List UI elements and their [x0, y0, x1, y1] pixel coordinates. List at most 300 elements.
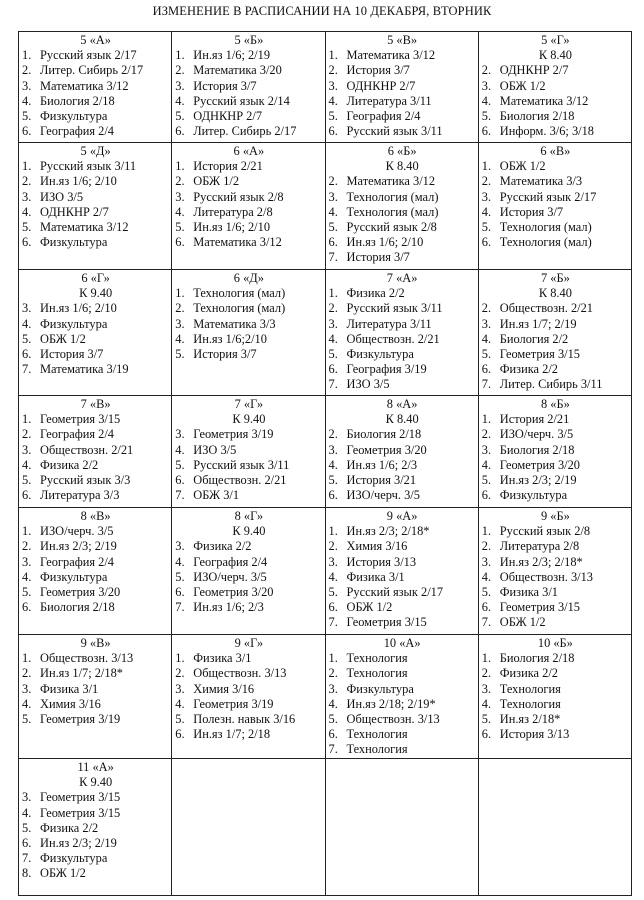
lesson-subject: Литература 3/3: [40, 488, 120, 503]
lesson-item: [22, 488, 169, 503]
lesson-number: 2.: [22, 666, 32, 681]
lesson-item: [482, 651, 629, 666]
lesson-number: 2.: [328, 539, 338, 554]
lesson-subject: ОДНКНР 2/7: [193, 109, 263, 124]
lesson-item: [482, 79, 629, 94]
lesson-number: 2.: [328, 666, 338, 681]
lesson-subject: ОБЖ 1/2: [499, 159, 546, 174]
lesson-number: 6.: [481, 488, 492, 503]
lesson-number: 1.: [22, 412, 32, 427]
lesson-item: [482, 524, 629, 539]
lesson-subject: Литература 3/11: [346, 316, 432, 331]
lesson-number: 6.: [328, 488, 338, 503]
lesson-item: [175, 124, 322, 139]
class-cell: [172, 143, 325, 270]
lesson-item: [22, 362, 169, 377]
lesson-subject: Технология (мал): [193, 301, 286, 316]
lesson-item: [175, 235, 322, 250]
lesson-number: 5.: [328, 109, 338, 124]
lesson-number: 6.: [22, 124, 32, 139]
lesson-subject: Литер. Сибирь 2/17: [40, 63, 144, 78]
lesson-subject: Литер. Сибирь 2/17: [193, 124, 297, 139]
class-cell: [172, 32, 325, 143]
lesson-item: [482, 615, 629, 630]
lesson-number: 5.: [481, 473, 492, 488]
lesson-number: 3.: [481, 442, 492, 457]
lesson-subject: ИЗО/черч. 3/5: [346, 488, 420, 503]
lesson-number: 1.: [481, 524, 492, 539]
lesson-subject: Технология (мал): [193, 286, 286, 301]
lesson-item: [22, 570, 169, 585]
lesson-subject: История 3/21: [346, 473, 417, 488]
lesson-item: [175, 347, 322, 362]
lesson-item: [175, 220, 322, 235]
lesson-item: [482, 63, 629, 78]
lesson-number: 4.: [22, 93, 32, 108]
lesson-subject: Ин.яз 1/6; 2/3: [346, 457, 418, 472]
lesson-subject: Русский язык 3/3: [40, 473, 131, 488]
lesson-subject: История 3/7: [40, 347, 104, 362]
lesson-subject: Математика 3/12: [346, 48, 436, 63]
lesson-number: 4.: [481, 569, 492, 584]
lesson-subject: Биология 2/18: [499, 651, 575, 666]
lesson-number: 1.: [328, 524, 338, 539]
lesson-number: 3.: [22, 681, 32, 696]
lesson-subject: ОДНКНР 2/7: [346, 78, 416, 93]
lesson-item: [175, 458, 322, 473]
lesson-item: [22, 539, 169, 554]
class-cell: [325, 143, 478, 270]
lesson-subject: Геометрия 3/15: [499, 347, 580, 362]
schedule-row: [19, 396, 632, 508]
class-cell: [325, 396, 478, 508]
page-title: ИЗМЕНЕНИЕ В РАСПИСАНИИ НА 10 ДЕКАБРЯ, ВТОРНИК: [152, 4, 492, 18]
lesson-subject: Геометрия 3/20: [193, 585, 274, 600]
lesson-item: [482, 301, 629, 316]
lesson-number: 3.: [328, 189, 338, 204]
start-time-note: К 9.40: [232, 524, 266, 539]
lesson-subject: ИЗО 3/5: [40, 189, 84, 204]
class-name: 6 «А»: [233, 144, 265, 158]
class-cell: [325, 635, 478, 759]
lesson-number: 5.: [175, 457, 185, 472]
class-cell: [325, 270, 478, 396]
lesson-number: 3.: [481, 78, 492, 93]
lesson-number: 2.: [22, 539, 32, 554]
lesson-number: 4.: [481, 204, 492, 219]
lesson-subject: Химия 3/16: [346, 539, 408, 554]
class-name: 11 «А»: [77, 760, 114, 774]
lesson-number: 7.: [175, 600, 185, 615]
lesson-number: 4.: [22, 805, 32, 820]
class-name: 8 «А»: [386, 397, 418, 411]
lesson-item: [175, 109, 322, 124]
lesson-subject: Информ. 3/6; 3/18: [499, 124, 594, 139]
lesson-number: 6.: [328, 362, 338, 377]
lesson-item: [175, 666, 322, 681]
lesson-item: [22, 666, 169, 681]
lesson-number: 4.: [328, 331, 338, 346]
lesson-number: 5.: [481, 585, 492, 600]
lesson-number: 6.: [22, 347, 32, 362]
lesson-number: 4.: [22, 316, 32, 331]
lesson-number: 5.: [22, 820, 32, 835]
lesson-number: 3.: [22, 790, 32, 805]
class-cell: [478, 635, 631, 759]
lesson-number: 6.: [481, 600, 492, 615]
lesson-subject: Физика 2/2: [499, 362, 558, 377]
lesson-number: 5.: [481, 712, 492, 727]
class-cell: [325, 32, 478, 143]
lesson-number: 3.: [481, 189, 492, 204]
lesson-subject: Русский язык 3/11: [346, 301, 443, 316]
lesson-item: [482, 347, 629, 362]
lesson-subject: ИЗО 3/5: [193, 442, 237, 457]
lesson-item: [482, 666, 629, 681]
lesson-subject: ОБЖ 1/2: [499, 615, 546, 630]
lesson-number: 5.: [22, 220, 32, 235]
lesson-subject: Физика 3/1: [346, 569, 405, 584]
lesson-number: 3.: [328, 681, 338, 696]
lesson-subject: География 2/4: [40, 554, 114, 569]
lesson-subject: Физкультура: [40, 569, 108, 584]
lesson-subject: Геометрия 3/15: [499, 600, 580, 615]
lesson-number: 1.: [175, 159, 185, 174]
lesson-subject: Химия 3/16: [40, 696, 101, 711]
lesson-subject: ОБЖ 3/1: [193, 488, 240, 503]
lesson-subject: Ин.яз 1/6;2/10: [193, 331, 267, 346]
empty-cell: [478, 759, 631, 896]
lesson-item: [329, 473, 476, 488]
lesson-number: 6.: [481, 235, 492, 250]
lesson-number: 6.: [22, 836, 32, 851]
lesson-item: [22, 458, 169, 473]
lesson-number: 1.: [481, 159, 492, 174]
lesson-subject: ОБЖ 1/2: [40, 331, 86, 346]
lesson-subject: Геометрия 3/19: [193, 427, 274, 442]
lesson-number: 3.: [175, 539, 185, 554]
lesson-subject: Литература 2/8: [499, 539, 580, 554]
class-name: 6 «В»: [540, 144, 571, 158]
lesson-item: [175, 174, 322, 189]
lesson-number: 7.: [22, 362, 32, 377]
lesson-item: [482, 109, 629, 124]
lesson-subject: Ин.яз 1/6; 2/10: [193, 220, 271, 235]
lesson-item: [329, 174, 476, 189]
lesson-subject: География 3/19: [346, 362, 427, 377]
lesson-number: 3.: [328, 554, 338, 569]
lesson-number: 4.: [481, 331, 492, 346]
class-name: 5 «Д»: [80, 144, 111, 158]
lesson-item: [22, 836, 169, 851]
lesson-subject: ОБЖ 1/2: [193, 174, 240, 189]
lesson-item: [482, 190, 629, 205]
class-name: 7 «А»: [386, 271, 418, 285]
lesson-subject: Обществозн. 3/13: [40, 651, 134, 666]
lesson-item: [175, 205, 322, 220]
lesson-number: 5.: [175, 220, 185, 235]
lesson-number: 4.: [175, 442, 185, 457]
lesson-subject: Технология: [346, 727, 408, 742]
lesson-number: 4.: [175, 554, 185, 569]
lesson-item: [482, 317, 629, 332]
lesson-subject: География 2/4: [193, 554, 268, 569]
lesson-number: 1.: [328, 286, 338, 301]
lesson-number: 5.: [328, 473, 338, 488]
lesson-number: 5.: [175, 712, 185, 727]
lesson-item: [329, 697, 476, 712]
lesson-number: 2.: [481, 666, 492, 681]
lesson-number: 5.: [175, 109, 185, 124]
lesson-item: [482, 555, 629, 570]
lesson-subject: Ин.яз 1/7; 2/18*: [40, 666, 123, 681]
lesson-subject: ИЗО/черч. 3/5: [499, 427, 574, 442]
lesson-number: 8.: [22, 866, 32, 881]
lesson-subject: Технология: [499, 696, 561, 711]
lesson-subject: Обществозн. 2/21: [193, 473, 287, 488]
lesson-number: 6.: [328, 600, 338, 615]
lesson-item: [22, 851, 169, 866]
lesson-item: [329, 524, 476, 539]
lesson-number: 4.: [328, 696, 338, 711]
empty-cell: [325, 759, 478, 896]
lesson-number: 3.: [175, 316, 185, 331]
lesson-number: 3.: [481, 554, 492, 569]
lesson-number: 4.: [481, 457, 492, 472]
lesson-subject: Математика 3/12: [499, 93, 589, 108]
lesson-subject: География 2/4: [40, 427, 114, 442]
lesson-item: [175, 682, 322, 697]
lesson-subject: Физика 3/1: [193, 651, 252, 666]
lesson-item: [175, 94, 322, 109]
lesson-subject: Технология: [346, 666, 408, 681]
lesson-item: [22, 585, 169, 600]
lesson-item: [22, 697, 169, 712]
lesson-item: [482, 94, 629, 109]
lesson-subject: Русский язык 2/8: [346, 220, 437, 235]
lesson-subject: Русский язык 2/17: [499, 189, 597, 204]
lesson-number: 6.: [481, 362, 492, 377]
lesson-number: 5.: [481, 347, 492, 362]
lesson-subject: Математика 3/12: [40, 78, 129, 93]
lesson-item: [22, 205, 169, 220]
lesson-number: 3.: [328, 316, 338, 331]
lesson-item: [329, 742, 476, 757]
lesson-item: [329, 615, 476, 630]
lesson-number: 5.: [328, 220, 338, 235]
lesson-item: [22, 524, 169, 539]
lesson-subject: Русский язык 2/17: [346, 585, 444, 600]
lesson-subject: Математика 3/12: [193, 235, 282, 250]
lesson-item: [329, 427, 476, 442]
lesson-number: 7.: [175, 488, 185, 503]
lesson-number: 1.: [22, 159, 32, 174]
lesson-subject: Обществозн. 2/21: [499, 301, 593, 316]
class-name: 7 «Г»: [234, 397, 264, 411]
lesson-item: [22, 174, 169, 189]
lesson-number: 6.: [481, 727, 492, 742]
schedule-row: [19, 508, 632, 635]
lesson-item: [482, 427, 629, 442]
lesson-subject: История 3/7: [346, 63, 410, 78]
lesson-subject: Обществозн. 3/13: [346, 712, 440, 727]
lesson-number: 4.: [175, 204, 185, 219]
lesson-item: [22, 866, 169, 881]
lesson-number: 5.: [481, 220, 492, 235]
lesson-item: [175, 317, 322, 332]
class-cell: [172, 635, 325, 759]
class-cell: [19, 508, 172, 635]
lesson-item: [22, 473, 169, 488]
lesson-subject: Химия 3/16: [193, 681, 255, 696]
lesson-number: 4.: [175, 696, 185, 711]
lesson-item: [175, 585, 322, 600]
lesson-item: [22, 190, 169, 205]
class-cell: [172, 508, 325, 635]
lesson-item: [175, 488, 322, 503]
lesson-subject: Математика 3/3: [193, 316, 276, 331]
lesson-number: 6.: [328, 235, 338, 250]
lesson-subject: Математика 3/3: [499, 174, 583, 189]
lesson-subject: Физика 2/2: [40, 820, 99, 835]
lesson-item: [329, 458, 476, 473]
lesson-item: [22, 790, 169, 805]
lesson-subject: Русский язык 3/11: [346, 124, 443, 139]
lesson-subject: ИЗО/черч. 3/5: [40, 524, 114, 539]
lesson-subject: География 2/4: [40, 124, 114, 139]
lesson-subject: Полезн. навык 3/16: [193, 712, 296, 727]
lesson-subject: Физкультура: [40, 235, 108, 250]
lesson-number: 5.: [22, 712, 32, 727]
lesson-number: 5.: [328, 712, 338, 727]
lesson-number: 6.: [175, 124, 185, 139]
lesson-item: [175, 63, 322, 78]
lesson-item: [22, 235, 169, 250]
class-name: 8 «Б»: [540, 397, 570, 411]
class-name: 6 «Б»: [387, 144, 417, 158]
start-time-note: К 9.40: [79, 286, 113, 301]
lesson-subject: Геометрия 3/20: [40, 585, 121, 600]
lesson-number: 3.: [22, 554, 32, 569]
lesson-number: 2.: [328, 427, 338, 442]
lesson-number: 3.: [22, 189, 32, 204]
lesson-subject: История 2/21: [193, 159, 263, 174]
lesson-subject: Физкультура: [346, 681, 414, 696]
lesson-subject: Геометрия 3/15: [40, 805, 121, 820]
lesson-number: 7.: [481, 615, 492, 630]
lesson-item: [175, 190, 322, 205]
lesson-item: [482, 412, 629, 427]
lesson-item: [175, 727, 322, 742]
lesson-subject: Русский язык 2/8: [499, 524, 591, 539]
lesson-item: [329, 666, 476, 681]
lesson-subject: История 3/7: [346, 250, 410, 265]
lesson-item: [482, 488, 629, 503]
lesson-item: [22, 332, 169, 347]
lesson-subject: Физкультура: [346, 347, 414, 362]
lesson-number: 6.: [328, 727, 338, 742]
lesson-subject: Технология: [346, 742, 408, 757]
lesson-item: [22, 600, 169, 615]
lesson-subject: Геометрия 3/20: [499, 457, 580, 472]
lesson-number: 4.: [175, 331, 185, 346]
schedule-row: [19, 635, 632, 759]
lesson-subject: Русский язык 3/11: [40, 159, 137, 174]
lesson-number: 5.: [22, 585, 32, 600]
lesson-number: 2.: [481, 427, 492, 442]
lesson-subject: Математика 3/12: [40, 220, 129, 235]
lesson-item: [482, 159, 629, 174]
schedule-table: [18, 31, 632, 896]
class-cell: [19, 396, 172, 508]
lesson-item: [22, 63, 169, 78]
class-name: 5 «Г»: [541, 33, 570, 47]
lesson-subject: Русский язык 2/14: [193, 93, 290, 108]
lesson-item: [22, 109, 169, 124]
lesson-item: [329, 727, 476, 742]
lesson-item: [175, 301, 322, 316]
lesson-subject: Геометрия 3/19: [40, 712, 121, 727]
lesson-number: 5.: [22, 473, 32, 488]
lesson-number: 4.: [481, 696, 492, 711]
class-cell: [19, 635, 172, 759]
class-name: 6 «Д»: [233, 271, 264, 285]
lesson-number: 2.: [328, 174, 338, 189]
lesson-item: [482, 539, 629, 554]
class-cell: [478, 32, 631, 143]
class-name: 10 «Б»: [537, 636, 573, 650]
lesson-number: 1.: [22, 651, 32, 666]
lesson-item: [329, 585, 476, 600]
lesson-number: 2.: [22, 427, 32, 442]
lesson-number: 6.: [328, 124, 338, 139]
lesson-subject: Ин.яз 1/6; 2/10: [346, 235, 424, 250]
lesson-item: [175, 600, 322, 615]
schedule-row: [19, 143, 632, 270]
lesson-item: [22, 821, 169, 836]
class-cell: [172, 396, 325, 508]
lesson-item: [175, 473, 322, 488]
class-name: 9 «В»: [80, 636, 111, 650]
lesson-item: [329, 220, 476, 235]
lesson-subject: ОБЖ 1/2: [499, 78, 546, 93]
lesson-item: [482, 458, 629, 473]
lesson-item: [22, 443, 169, 458]
lesson-item: [175, 712, 322, 727]
class-cell: [19, 32, 172, 143]
lesson-number: 2.: [175, 63, 185, 78]
lesson-number: 3.: [175, 681, 185, 696]
lesson-item: [175, 48, 322, 63]
lesson-subject: ИЗО 3/5: [346, 377, 390, 392]
lesson-number: 3.: [328, 442, 338, 457]
lesson-subject: Технология (мал): [499, 220, 592, 235]
lesson-number: 1.: [481, 651, 492, 666]
lesson-subject: История 3/7: [193, 78, 257, 93]
start-time-note: К 9.40: [79, 775, 113, 790]
class-name: 7 «Б»: [540, 271, 570, 285]
lesson-subject: ОБЖ 1/2: [40, 866, 86, 881]
lesson-number: 1.: [22, 48, 32, 63]
lesson-subject: Ин.яз 1/7; 2/18: [193, 727, 271, 742]
lesson-item: [329, 205, 476, 220]
lesson-item: [22, 427, 169, 442]
lesson-subject: Геометрия 3/15: [40, 790, 121, 805]
lesson-number: 5.: [328, 347, 338, 362]
lesson-number: 5.: [481, 109, 492, 124]
lesson-subject: История 3/7: [193, 347, 257, 362]
lesson-number: 3.: [175, 427, 185, 442]
